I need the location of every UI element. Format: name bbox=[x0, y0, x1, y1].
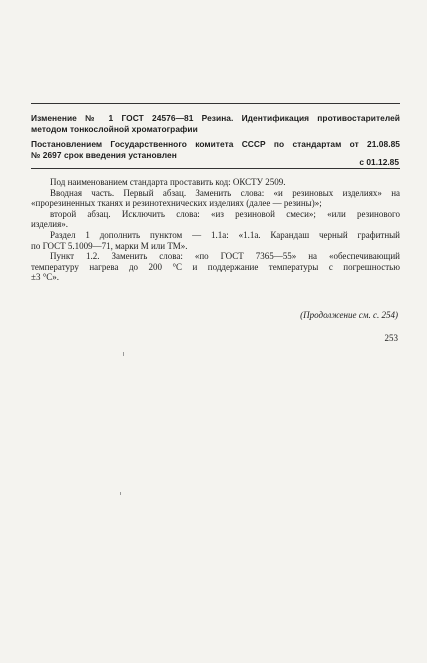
paragraph-1 bbox=[31, 177, 400, 188]
resolution-statement bbox=[31, 139, 400, 161]
amendment-body bbox=[31, 177, 400, 283]
paragraph-2 bbox=[31, 188, 400, 209]
effective-date: с 01.12.85 bbox=[359, 157, 399, 167]
scan-speck bbox=[120, 492, 121, 495]
resolution-line-2: № 2697 срок введения установлен bbox=[31, 150, 177, 160]
date-rule bbox=[31, 168, 400, 169]
paragraph-4 bbox=[31, 230, 400, 251]
scan-speck bbox=[123, 352, 124, 356]
paragraph-line: Пункт 1.2. Заменить слова: «по ГОСТ 7365—55» на «обеспечивающий bbox=[50, 251, 400, 262]
paragraph-5 bbox=[31, 251, 400, 283]
paragraph-line: изделия». bbox=[31, 219, 68, 230]
paragraph-line: Раздел 1 дополнить пунктом — 1.1а: «1.1а. Карандаш черный графитный bbox=[50, 229, 400, 240]
resolution-line-1: Постановлением Государственного комитета СССР по стандартам от 21.08.85 bbox=[31, 139, 400, 149]
continuation-note: (Продолжение см. с. 254) bbox=[300, 310, 398, 320]
amendment-title-line-2: методом тонкослойной хроматографии bbox=[31, 124, 198, 134]
paragraph-line: Под наименованием стандарта проставить код: ОКСТУ 2509. bbox=[50, 177, 286, 187]
paragraph-3 bbox=[31, 209, 400, 230]
amendment-title-line-1: Изменение № 1 ГОСТ 24576—81 Резина. Идентификация противостарителей bbox=[31, 113, 400, 123]
paragraph-line: температуру нагрева до 200 °С и поддержание температуры с погрешностью bbox=[31, 261, 400, 272]
paragraph-line: ±3 °С». bbox=[31, 272, 60, 283]
paragraph-line: второй абзац. Исключить слова: «из резиновой смеси»; «или резинового bbox=[50, 208, 400, 219]
top-rule bbox=[31, 103, 400, 104]
page-number: 253 bbox=[384, 333, 398, 343]
paragraph-line: по ГОСТ 5.1009—71, марки М или ТМ». bbox=[31, 240, 188, 251]
paragraph-line: Вводная часть. Первый абзац. Заменить слова: «и резиновых изделиях» на bbox=[50, 187, 400, 198]
amendment-title bbox=[31, 113, 400, 135]
paragraph-line: «прорезиненных тканях и резинотехнических изделиях (далее — резины)»; bbox=[31, 198, 322, 209]
